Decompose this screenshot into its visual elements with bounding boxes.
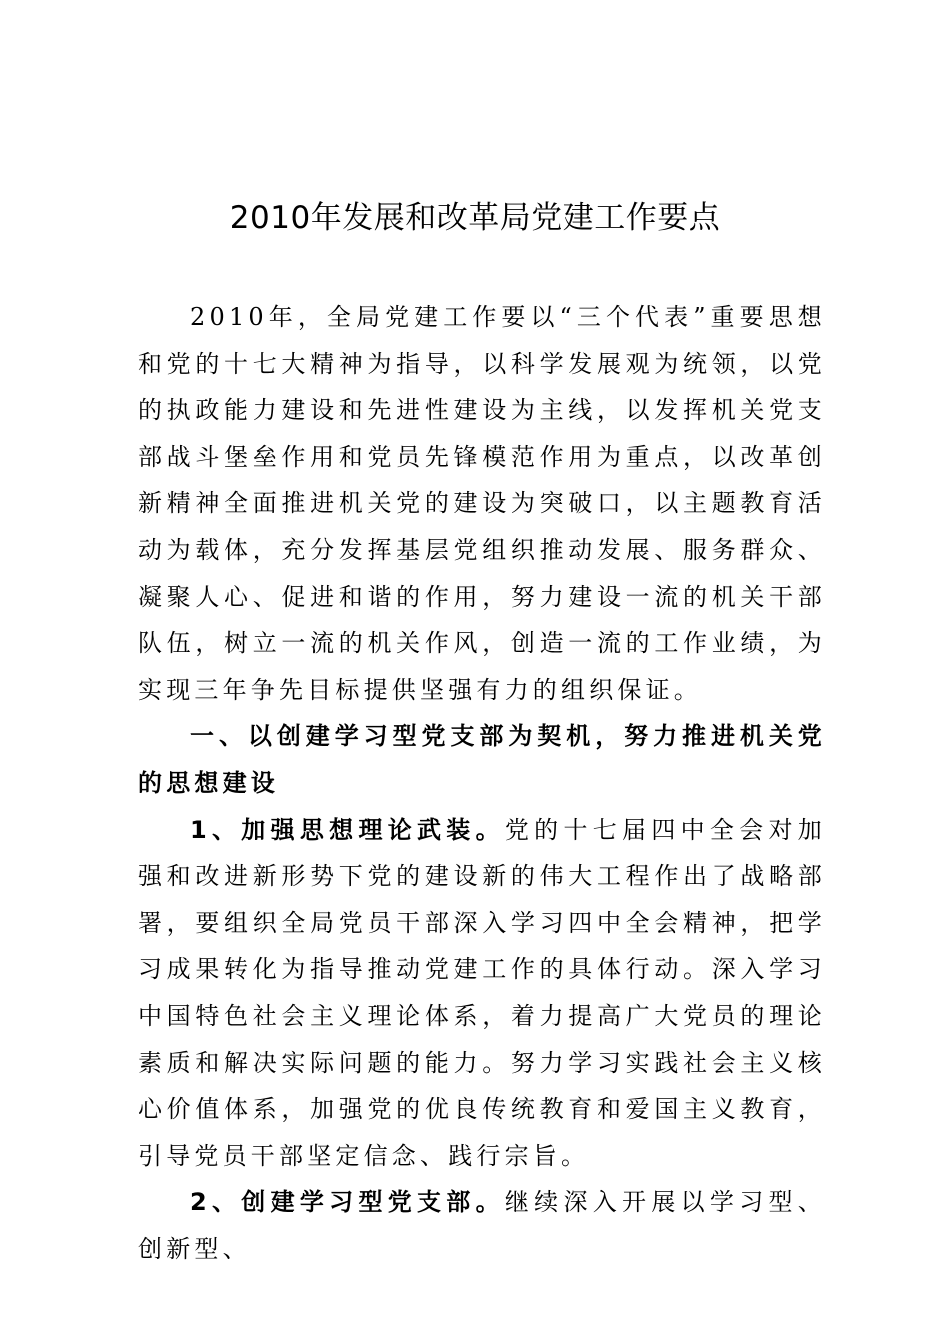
item-paragraph-1 (138, 807, 826, 1180)
item-paragraph-2 (138, 1179, 826, 1272)
item-lead-1: 1、加强思想理论武装。 (190, 815, 505, 844)
item-text-1: 党的十七届四中全会对加强和改进新形势下党的建设新的伟大工程作出了战略部署，要组织全局党员干部深入学习四中全会精神，把学习成果转化为指导推动党建工作的具体行动。深入学习中国特色社会主义理论体系，着力提高广大党员的理论素质和解决实际问题的能力。努力学习实践社会主义核心价值体系，加强党的优良传统教育和爱国主义教育，引导党员干部坚定信念、践行宗旨。 (138, 815, 826, 1170)
section-heading-1: 一、以创建学习型党支部为契机，努力推进机关党的思想建设 (138, 722, 826, 797)
document-body (138, 294, 826, 1272)
item-lead-2: 2、创建学习型党支部。 (190, 1188, 505, 1217)
intro-paragraph: 2010年，全局党建工作要以“三个代表”重要思想和党的十七大精神为指导，以科学发展观为统领，以党的执政能力建设和先进性建设为主线，以发挥机关党支部战斗堡垒作用和党员先锋模范作用为重点，以改革创新精神全面推进机关党的建设为突破口，以主题教育活动为载体，充分发挥基层党组织推动发展、服务群众、凝聚人心、促进和谐的作用，努力建设一流的机关干部队伍，树立一流的机关作风，创造一流的工作业绩，为实现三年争先目标提供坚强有力的组织保证。 (138, 303, 826, 704)
document-title: 2010年发展和改革局党建工作要点 (229, 200, 721, 236)
item-text-2: 继续深入开展以学习型、创新型、 (138, 1188, 826, 1263)
